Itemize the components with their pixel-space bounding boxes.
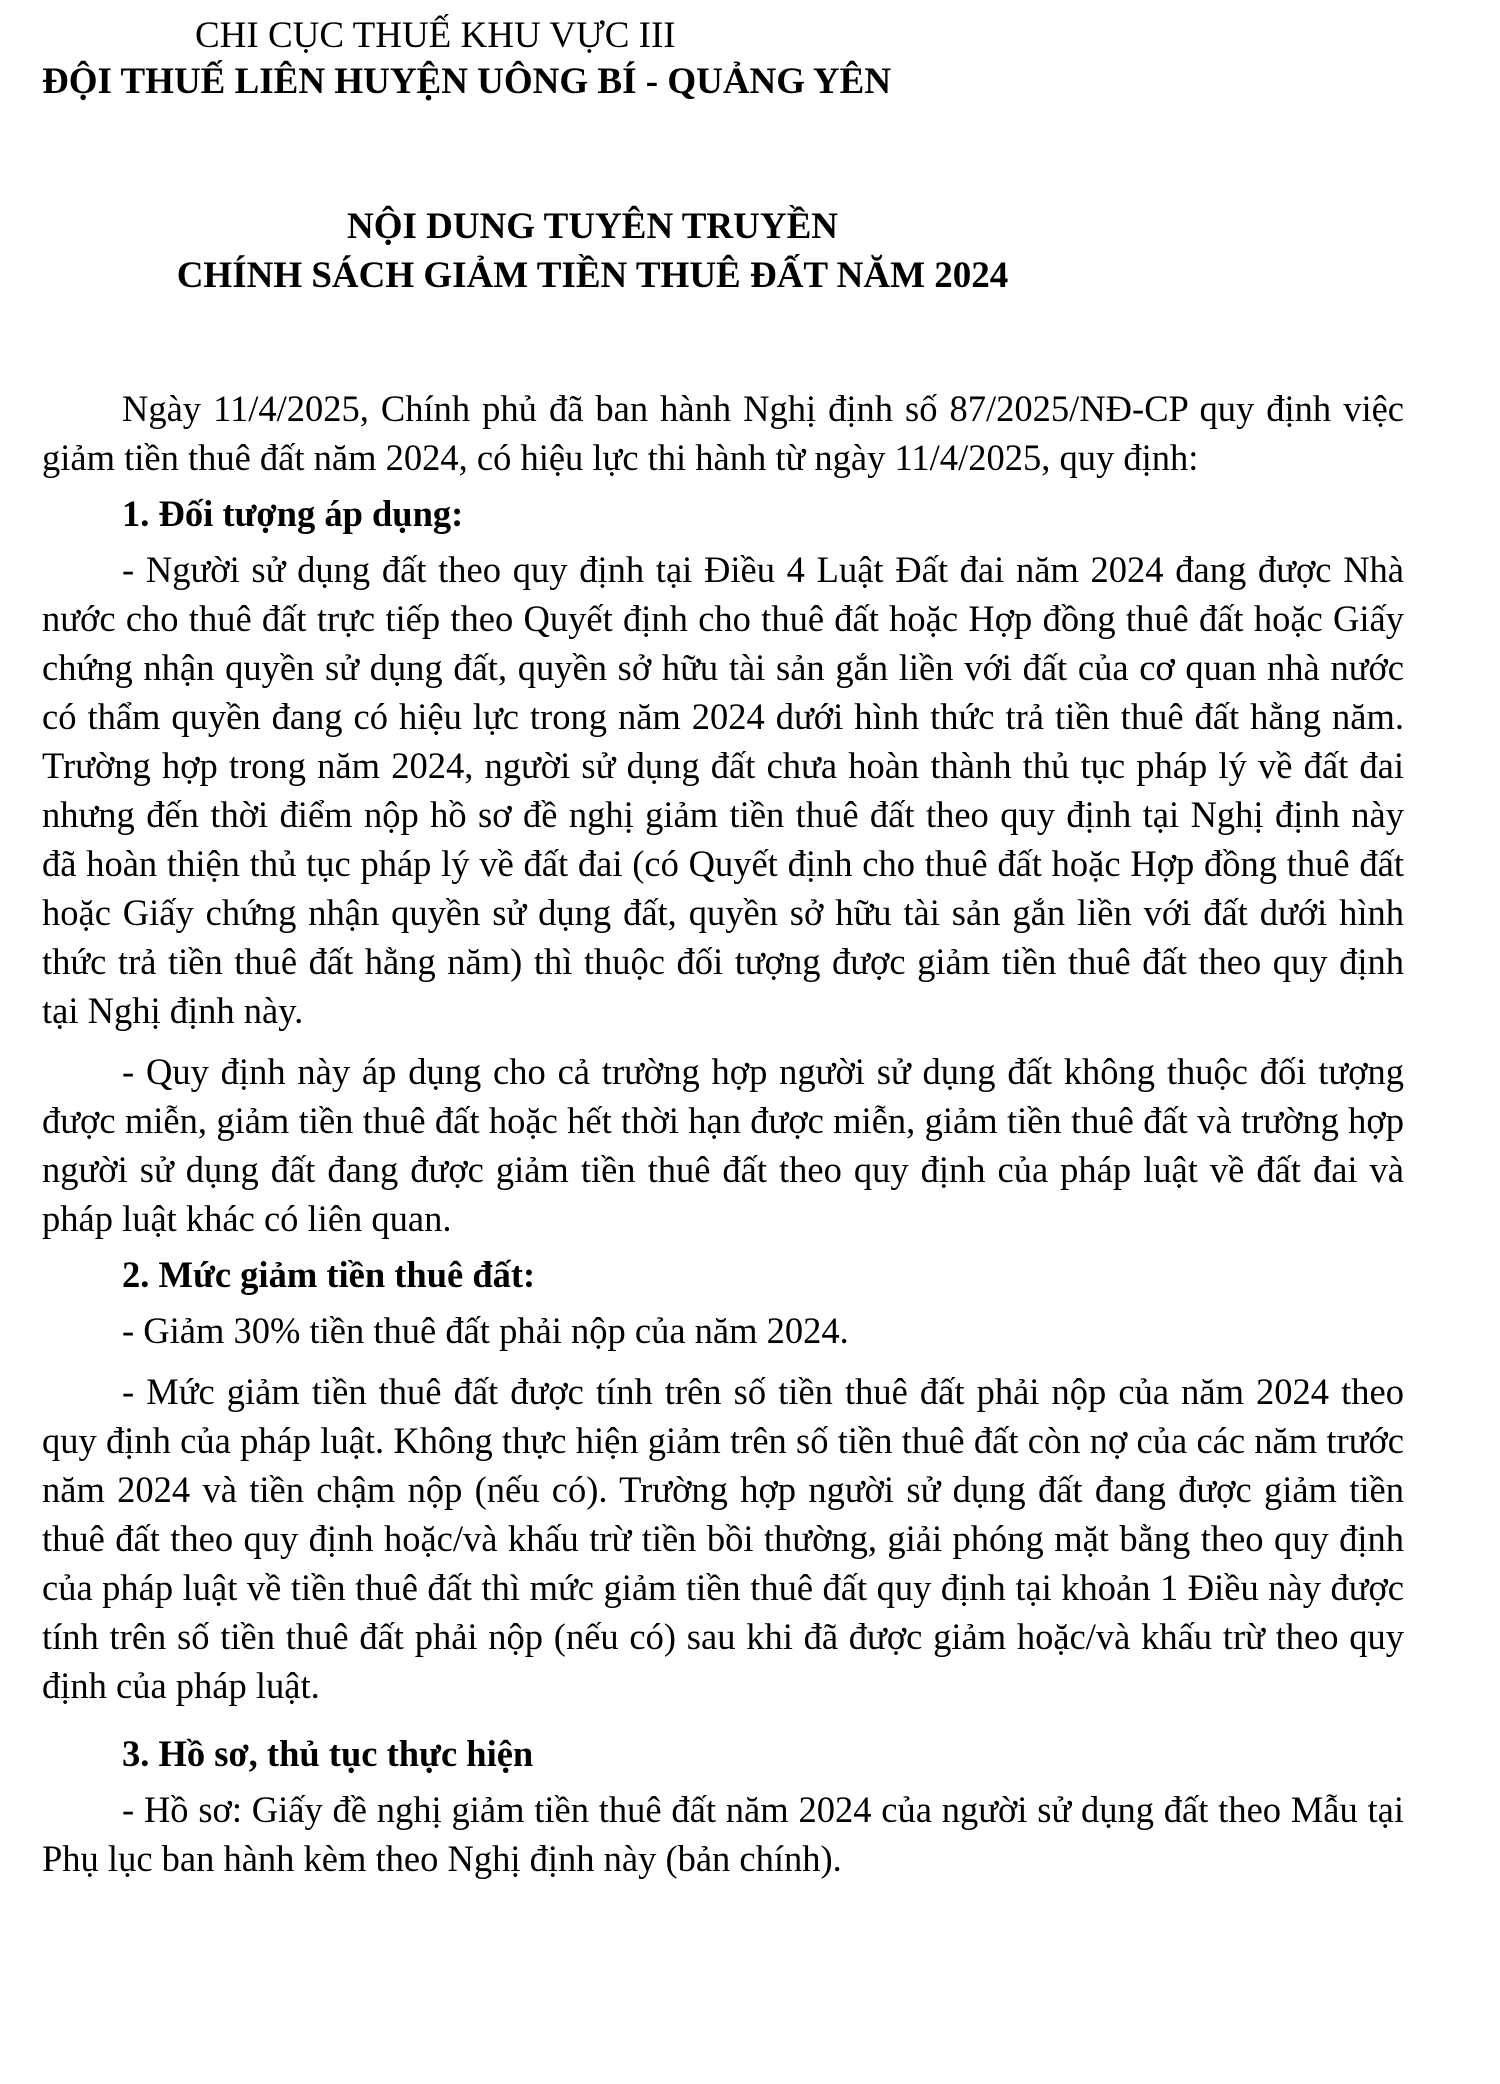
section-heading-applicable-subjects: 1. Đối tượng áp dụng: [122,493,464,534]
section-2-paragraph-2: - Mức giảm tiền thuê đất được tính trên số tiền thuê đất phải nộp của năm 2024 theo quy định của pháp luật. Không thực hiện giảm trên số tiền thuê đất còn nợ của các năm trước năm 2024 và tiền chậm nộp (nếu có). Trường hợp người sử dụng đất đang được giảm tiền thuê đất theo quy định hoặc/và khấu trừ tiền bồi thường, giải phóng mặt bằng theo quy định của pháp luật về tiền thuê đất thì mức giảm tiền thuê đất quy định tại khoản 1 Điều này được tính trên số tiền thuê đất phải nộp (nếu có) sau khi đã được giảm hoặc/và khấu trừ theo quy định của pháp luật. [42,1371,1404,1706]
document-title-line-2: CHÍNH SÁCH GIẢM TIỀN THUÊ ĐẤT NĂM 2024 [176,255,1009,296]
section-heading-procedures: 3. Hồ sơ, thủ tục thực hiện [122,1733,534,1774]
section-1-paragraph-1: - Người sử dụng đất theo quy định tại Điều 4 Luật Đất đai năm 2024 đang được Nhà nước cho thuê đất trực tiếp theo Quyết định cho thuê đất hoặc Hợp đồng thuê đất hoặc Giấy chứng nhận quyền sử dụng đất, quyền sở hữu tài sản gắn liền với đất của cơ quan nhà nước có thẩm quyền đang có hiệu lực trong năm 2024 dưới hình thức trả tiền thuê đất hằng năm. Trường hợp trong năm 2024, người sử dụng đất chưa hoàn thành thủ tục pháp lý về đất đai nhưng đến thời điểm nộp hồ sơ đề nghị giảm tiền thuê đất theo quy định tại Nghị định này đã hoàn thiện thủ tục pháp lý về đất đai (có Quyết định cho thuê đất hoặc Hợp đồng thuê đất hoặc Giấy chứng nhận quyền sử dụng đất, quyền sở hữu tài sản gắn liền với đất dưới hình thức trả tiền thuê đất hằng năm) thì thuộc đối tượng được giảm tiền thuê đất theo quy định tại Nghị định này. [42,549,1404,1031]
section-1-paragraph-2: - Quy định này áp dụng cho cả trường hợp người sử dụng đất không thuộc đối tượng được miễn, giảm tiền thuê đất hoặc hết thời hạn được miễn, giảm tiền thuê đất và trường hợp người sử dụng đất đang được giảm tiền thuê đất theo quy định của pháp luật về đất đai và pháp luật khác có liên quan. [42,1051,1404,1239]
agency-name: ĐỘI THUẾ LIÊN HUYỆN UÔNG BÍ - QUẢNG YÊN [42,61,892,102]
intro-paragraph: Ngày 11/4/2025, Chính phủ đã ban hành Nghị định số 87/2025/NĐ-CP quy định việc giảm tiền thuê đất năm 2024, có hiệu lực thi hành từ ngày 11/4/2025, quy định: [42,388,1404,478]
agency-parent-name: CHI CỤC THUẾ KHU VỰC III [195,15,676,56]
section-2-paragraph-1: - Giảm 30% tiền thuê đất phải nộp của năm 2024. [122,1310,849,1351]
section-heading-reduction-level: 2. Mức giảm tiền thuê đất: [122,1254,536,1295]
document-body [42,384,1404,1883]
section-3-paragraph-1: - Hồ sơ: Giấy đề nghị giảm tiền thuê đất năm 2024 của người sử dụng đất theo Mẫu tại Phụ lục ban hành kèm theo Nghị định này (bản chính). [42,1789,1404,1879]
document-title-line-1: NỘI DUNG TUYÊN TRUYỀN [346,206,838,247]
